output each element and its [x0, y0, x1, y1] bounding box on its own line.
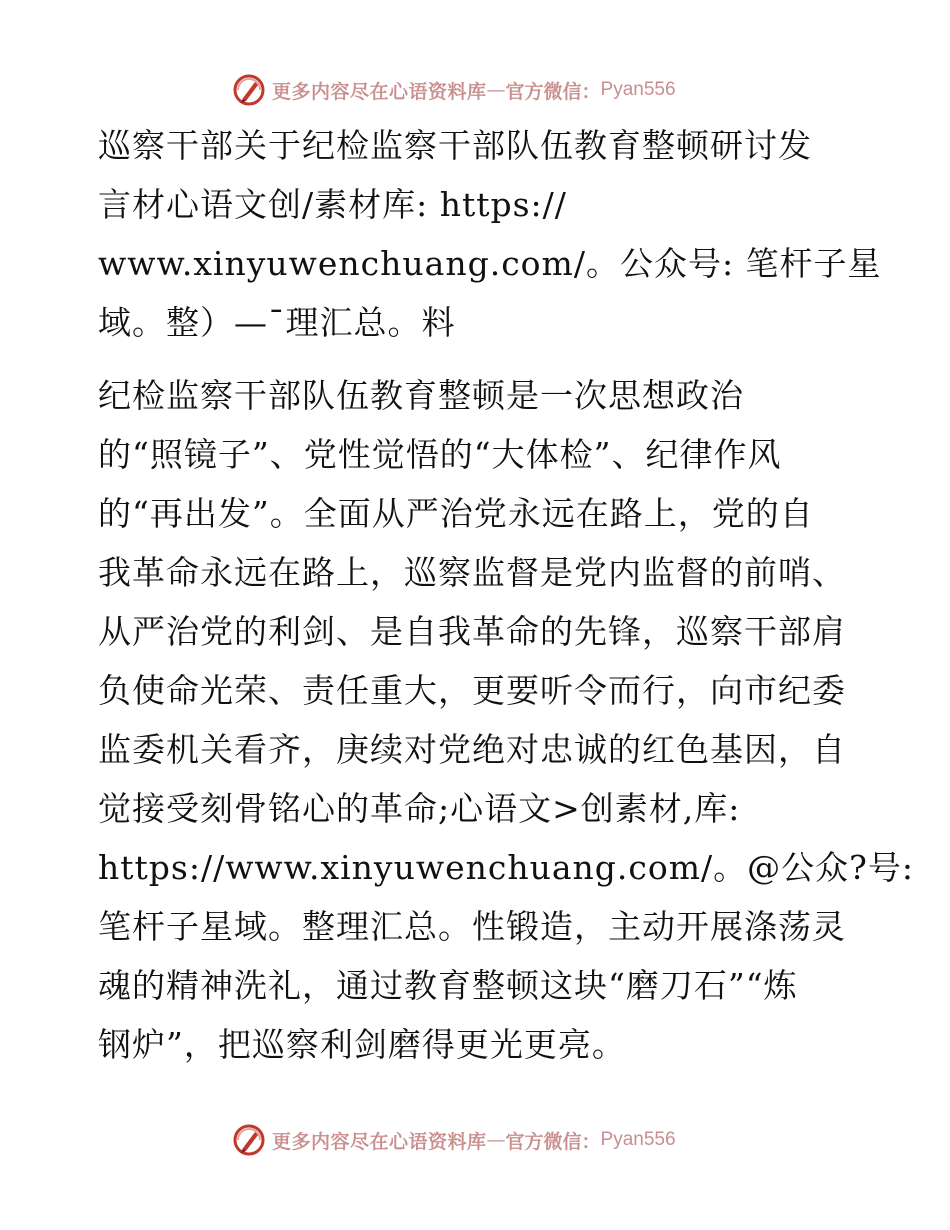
body-line: 的“照镜子”、党性觉悟的“大体检”、纪律作风 [98, 435, 782, 474]
banner-text: 更多内容尽在心语资料库 [272, 1130, 487, 1153]
banner-text: 更多内容尽在心语资料库 [272, 80, 487, 103]
title-line: www.xinyuwenchuang.com/。公众号: 笔杆子星 [98, 244, 882, 283]
footer-banner [232, 1122, 676, 1158]
title-line: 巡察干部关于纪检监察干部队伍教育整顿研讨发 [98, 126, 812, 165]
title-line: 域。整）—¯理汇总。料 [98, 303, 456, 342]
banner-separator: — [486, 1129, 506, 1151]
body-line: 钢炉”，把巡察利剑磨得更光更亮。 [98, 1025, 626, 1064]
wechat-handle: Pyan556 [600, 79, 676, 100]
title-line: 言材心语文创/素材库: https:// [98, 185, 567, 224]
body-line: 从严治党的利剑、是自我革命的先锋，巡察干部肩 [98, 612, 846, 651]
body-line: 觉接受刻骨铭心的革命;心语文>创素材,库: [98, 789, 741, 828]
body-line: 魂的精神洗礼，通过教育整顿这块“磨刀石”“炼 [98, 966, 798, 1005]
body-line: 纪检监察干部队伍教育整顿是一次思想政治 [98, 376, 744, 415]
body-line: 监委机关看齐，庚续对党绝对忠诚的红色基因，自 [98, 730, 846, 769]
pen-logo-icon [232, 1123, 266, 1157]
body-line: 的“再出发”。全面从严治党永远在路上，党的自 [98, 494, 814, 533]
wechat-label: 官方微信： [505, 1130, 601, 1153]
body-line: 负使命光荣、责任重大，更要听令而行，向市纪委 [98, 671, 846, 710]
banner-separator: — [486, 79, 506, 101]
body-line: 笔杆子星域。整理汇总。性锻造，主动开展涤荡灵 [98, 907, 846, 946]
pen-logo-icon [232, 73, 266, 107]
header-banner [232, 72, 676, 108]
wechat-handle: Pyan556 [600, 1129, 676, 1150]
wechat-label: 官方微信： [505, 80, 601, 103]
body-line: 我革命永远在路上，巡察监督是党内监督的前哨、 [98, 553, 846, 592]
body-line: https://www.xinyuwenchuang.com/。@公众?号: [98, 848, 914, 887]
